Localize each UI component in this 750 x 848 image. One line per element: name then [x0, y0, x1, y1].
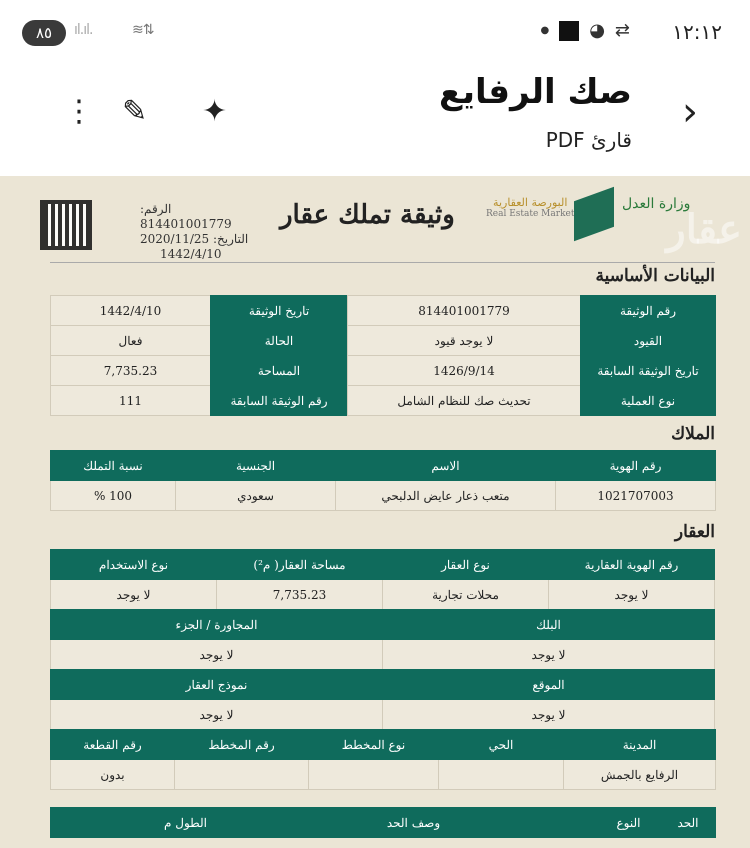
table-row	[51, 386, 716, 416]
header-cell: نسبة التملك	[51, 451, 176, 481]
value-cell: 1021707003	[556, 481, 716, 511]
battery-indicator: ٨٥	[22, 20, 66, 46]
property-table-4	[50, 729, 716, 790]
doc-heading: وثيقة تملك عقار	[280, 200, 455, 230]
ref-label: الرقم:	[140, 202, 172, 216]
more-options-icon[interactable]: ⋮	[64, 94, 94, 129]
value-cell: بدون	[51, 760, 175, 790]
value-cell: الرفايع بالجمش	[564, 760, 716, 790]
date-hijri: 1442/4/10	[160, 247, 222, 261]
table-row	[51, 296, 716, 326]
ref-number: 814401001779	[140, 217, 232, 231]
back-chevron-icon[interactable]: ›	[682, 89, 698, 135]
bounds-table	[50, 807, 716, 838]
document-refs	[140, 202, 260, 262]
app-header	[0, 62, 750, 176]
market-logo-icon	[574, 187, 614, 242]
value-cell: لا يوجد	[383, 640, 715, 670]
table-row	[51, 356, 716, 386]
table-row	[51, 610, 715, 640]
header-cell: الموقع	[383, 670, 715, 700]
header-cell: نوع الاستخدام	[51, 550, 217, 580]
date-label: التاريخ:	[213, 232, 249, 246]
header-cell: رقم الوثيقة السابقة	[211, 386, 348, 416]
value-cell: لا يوجد قيود	[348, 326, 581, 356]
value-cell: 7,735.23	[217, 580, 383, 610]
table-row	[51, 808, 716, 838]
basic-table	[50, 295, 716, 416]
table-row	[51, 760, 716, 790]
value-cell: لا يوجد	[549, 580, 715, 610]
app-name: قارئ PDF	[545, 128, 632, 152]
header-cell: المدينة	[564, 730, 716, 760]
table-row	[51, 580, 715, 610]
value-cell	[439, 760, 564, 790]
header-cell: الجنسية	[176, 451, 336, 481]
table-row	[51, 550, 715, 580]
value-cell: لا يوجد	[51, 640, 383, 670]
basic-heading: البيانات الأساسية	[595, 266, 715, 286]
header-cell: الحد	[661, 808, 716, 838]
header-cell: النوع	[597, 808, 661, 838]
divider	[50, 262, 715, 263]
header-cell: رقم الهوية	[556, 451, 716, 481]
value-cell	[175, 760, 309, 790]
value-cell: متعب ذعار عايض الدلبحي	[336, 481, 556, 511]
value-cell: فعال	[51, 326, 211, 356]
property-table-2	[50, 609, 715, 670]
table-row	[51, 481, 716, 511]
header-cell: وصف الحد	[231, 808, 597, 838]
header-cell: الاسم	[336, 451, 556, 481]
clock: ١٢:١٢	[672, 20, 722, 44]
date-gregorian: 2020/11/25	[140, 232, 210, 246]
header-cell: رقم القطعة	[51, 730, 175, 760]
value-cell: سعودي	[176, 481, 336, 511]
wifi-icon: ≋⇅	[132, 22, 154, 38]
table-row	[51, 730, 716, 760]
table-row	[51, 326, 716, 356]
ai-sparkle-icon[interactable]: ✦	[202, 94, 228, 129]
header-cell: رقم الهوية العقارية	[549, 550, 715, 580]
owners-heading: الملاك	[671, 424, 715, 444]
header-cell: تاريخ الوثيقة السابقة	[581, 356, 716, 386]
property-heading: العقار	[674, 522, 715, 542]
header-cell: المجاورة / الجزء	[51, 610, 383, 640]
header-cell: الحي	[439, 730, 564, 760]
value-cell: 7,735.23	[51, 356, 211, 386]
whatsapp-icon: ◕	[589, 20, 605, 41]
value-cell: 1426/9/14	[348, 356, 581, 386]
header-cell: تاريخ الوثيقة	[211, 296, 348, 326]
owners-table	[50, 450, 716, 511]
value-cell	[309, 760, 439, 790]
header-cell: الطول م	[141, 808, 231, 838]
value-cell: 814401001779	[348, 296, 581, 326]
header-cell: نوع المخطط	[309, 730, 439, 760]
table-row	[51, 700, 715, 730]
property-table-3	[50, 669, 715, 730]
property-table-1	[50, 549, 715, 610]
watermark: عقار	[666, 206, 742, 253]
value-cell: لا يوجد	[51, 700, 383, 730]
table-row	[51, 640, 715, 670]
ministry-of-justice-logo: وزارة العدل	[622, 196, 691, 212]
pdf-page	[0, 176, 750, 848]
header-cell: المساحة	[211, 356, 348, 386]
header-cell: مساحة العقار( م²)	[217, 550, 383, 580]
value-cell: 1442/4/10	[51, 296, 211, 326]
real-estate-market-logo: البورصة العقارية Real Estate Market	[486, 196, 575, 219]
value-cell: 100 %	[51, 481, 176, 511]
value-cell: محلات تجارية	[383, 580, 549, 610]
notification-icons	[540, 20, 630, 41]
header-cell	[51, 808, 141, 838]
app-icon	[559, 21, 579, 41]
dot-icon: ●	[540, 25, 550, 36]
edit-icon[interactable]: ✎	[122, 94, 148, 129]
value-cell: لا يوجد	[383, 700, 715, 730]
header-cell: نوع العقار	[383, 550, 549, 580]
header-cell: نموذج العقار	[51, 670, 383, 700]
document-title: صك الرفايع	[439, 72, 632, 112]
header-cell: رقم المخطط	[175, 730, 309, 760]
header-cell: البلك	[383, 610, 715, 640]
signal-icon: ıl.ıl.	[74, 22, 93, 38]
sync-icon: ⇄	[614, 20, 630, 41]
qr-code	[40, 200, 92, 250]
table-row	[51, 670, 715, 700]
table-row	[51, 451, 716, 481]
header-cell: الحالة	[211, 326, 348, 356]
value-cell: لا يوجد	[51, 580, 217, 610]
status-bar	[0, 0, 750, 62]
value-cell: 111	[51, 386, 211, 416]
header-cell: رقم الوثيقة	[581, 296, 716, 326]
value-cell: تحديث صك للنظام الشامل	[348, 386, 581, 416]
header-cell: نوع العملية	[581, 386, 716, 416]
header-cell: القيود	[581, 326, 716, 356]
